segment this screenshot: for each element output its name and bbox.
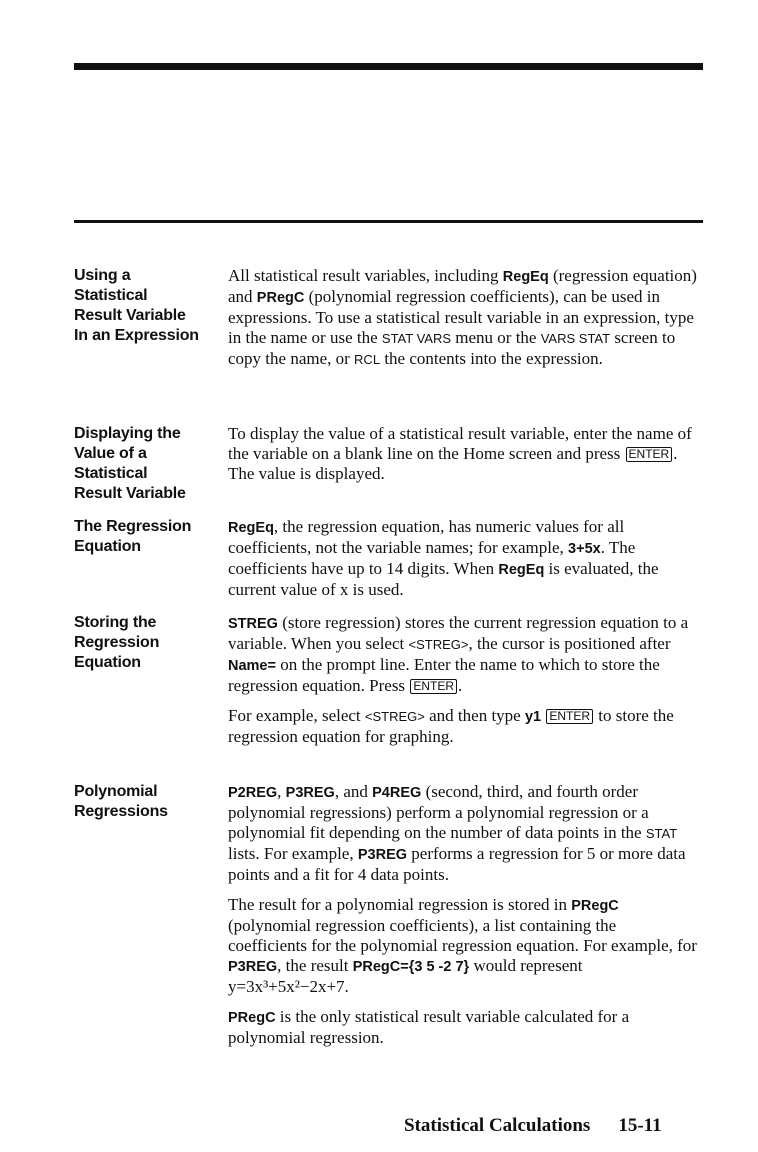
menu-term: RCL [354,352,381,367]
section-body [228,424,698,494]
keyword: PRegC [256,290,305,306]
section-body [228,517,698,610]
page-footer [404,1115,704,1137]
paragraph: All statistical result variables, including RegEq (regression equation) and PRegC (polynomial regression coefficients), can be used in expressions. To use a statistical result variable in an expression, type in the name or use the STAT VARS menu or the VARS STAT screen to copy the name, or RCL the contents into the expression. [228,266,697,368]
section-heading: Polynomial Regressions [74,783,168,820]
keyword: y1 [524,709,542,725]
section-heading: Displaying the Value of a Statistical Result Variable [74,425,186,502]
paragraph: STREG (store regression) stores the current regression equation to a variable. When you select <STREG>, the cursor is positioned after Name= on the prompt line. Enter the name to which to store the regression equation. Press ENTER . [228,613,689,695]
keyword: RegEq [498,562,545,578]
paragraph: RegEq, the regression equation, has numeric values for all coefficients, not the variable names; for example, 3+5x. The coefficients have up to 14 digits. When RegEq is evaluated, the current value of x is used. [228,517,659,599]
footer-title: Statistical Calculations [404,1115,591,1136]
paragraph: To display the value of a statistical result variable, enter the name of the variable on a blank line on the Home screen and press ENTER . The value is displayed. [228,424,692,483]
keyword: P4REG [372,785,422,801]
keyword: P2REG [228,785,278,801]
section-rule [74,220,703,223]
enter-key: ENTER [410,679,457,694]
section-body [228,782,698,1058]
menu-term: <STREG> [408,637,469,652]
section-heading: The Regression Equation [74,518,192,555]
top-rule [74,63,703,70]
keyword: P3REG [357,847,408,863]
paragraph: The result for a polynomial regression is stored in PRegC (polynomial regression coefficients), a list containing the coefficients for the polynomial regression equation. For example, for P3REG, the result PRegC={3 5 -2 7} would represent y=3x³+5x²−2x+7. [228,895,697,996]
page-number: 15-11 [618,1115,662,1136]
menu-term: <STREG> [364,709,425,724]
keyword: RegEq [502,269,549,285]
menu-term: VARS STAT [540,331,611,346]
keyword: P3REG [285,785,335,801]
section-body [228,613,698,757]
menu-term: STAT [645,826,678,841]
keyword: 3+5x [568,541,601,557]
paragraph: PRegC is the only statistical result variable calculated for a polynomial regression. [228,1007,630,1047]
menu-term: STAT VARS [381,331,452,346]
section-body [228,266,698,380]
list-value: PRegC={3 5 -2 7} [352,959,470,975]
enter-key: ENTER [546,709,593,724]
section-heading: Storing the Regression Equation [74,614,160,671]
keyword: PRegC [228,1010,276,1026]
keyword: P3REG [228,959,278,975]
enter-key: ENTER [626,447,673,462]
keyword: Name= [228,658,276,674]
paragraph: P2REG, P3REG, and P4REG (second, third, and fourth order polynomial regressions) perform a polynomial regression or a polynomial fit depending on the number of data points in the STAT lists. For example, P3REG performs a regression for 5 or more data points and a fit for 4 data points. [228,782,686,884]
keyword: RegEq [228,520,274,536]
paragraph: For example, select <STREG> and then type y1 ENTER to store the regression equation for graphing. [228,706,674,746]
keyword: STREG [228,616,278,632]
section-heading: Using a Statistical Result Variable In an Expression [74,267,199,344]
keyword: PRegC [571,898,619,914]
